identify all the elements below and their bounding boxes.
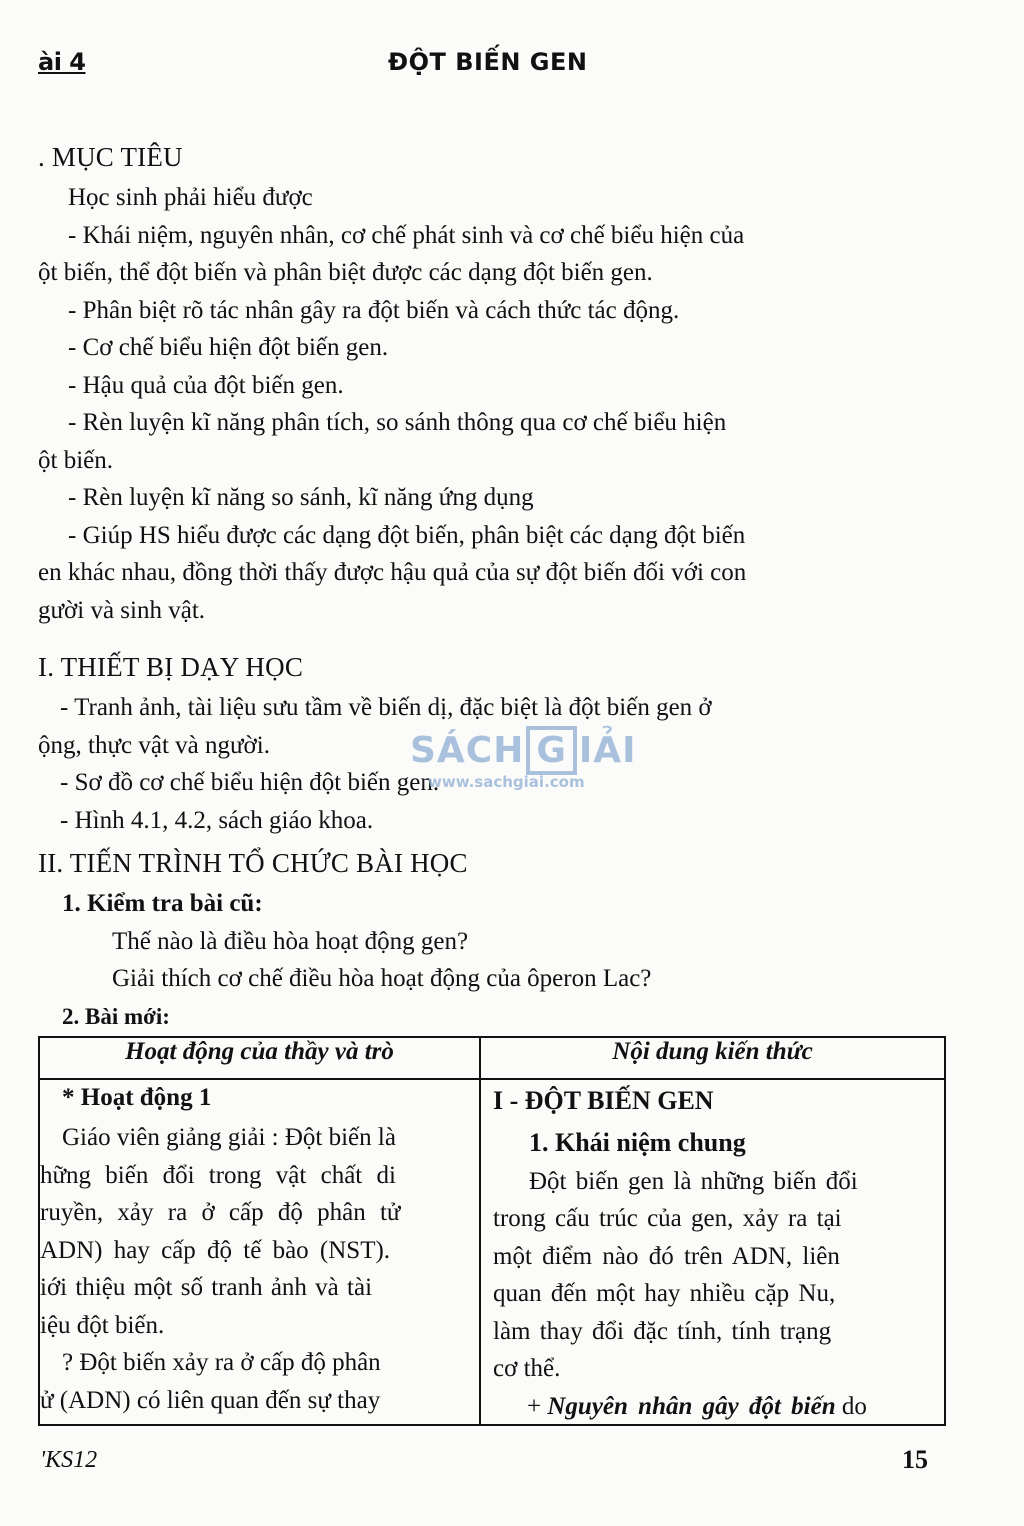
section-heading-objectives: . MỤC TIÊU [38,142,183,172]
subheading-old-lesson-check: 1. Kiểm tra bài cũ: [62,890,263,917]
content-line: trong cấu trúc của gen, xảy ra tại [493,1205,842,1232]
activity-line: ruyền, xảy ra ở cấp độ phân tử [40,1199,401,1226]
activity-line: iới thiệu một số tranh ảnh và tài [40,1274,373,1301]
content-line: cơ thể. [493,1355,561,1382]
activity-line: Giáo viên giảng giải : Đột biến là [62,1124,396,1151]
activity-line: iệu đột biến. [40,1312,165,1339]
subheading-new-lesson: 2. Bài mới: [62,1004,170,1029]
content-line: một điểm nào đó trên ADN, liên [493,1243,840,1270]
content-line-emphasis: Nguyên nhân gây đột biến [547,1393,836,1420]
activity-line: ử (ADN) có liên quan đến sự thay [40,1387,381,1414]
equipment-line: - Tranh ảnh, tài liệu sưu tầm về biến dị, đặc biệt là đột biến gen ở [60,694,712,721]
objectives-line: ột biến. [38,447,113,474]
page-number: 15 [902,1445,928,1474]
equipment-line: - Sơ đồ cơ chế biểu hiện đột biến gen. [60,769,440,796]
lesson-number: ài 4 [38,48,86,76]
objectives-line: en khác nhau, đồng thời thấy được hậu quả của sự đột biến đối với con [38,559,747,586]
content-title: I - ĐỘT BIẾN GEN [493,1086,714,1115]
content-line-suffix: do [835,1393,867,1420]
content-line-prefix: + [527,1393,548,1420]
equipment-line: - Hình 4.1, 4.2, sách giáo khoa. [60,807,374,834]
objectives-line: ột biến, thể đột biến và phân biệt được các dạng đột biến gen. [38,259,653,286]
activity-cell [39,1079,480,1425]
table-row [39,1079,945,1425]
objectives-line: - Rèn luyện kĩ năng phân tích, so sánh thông qua cơ chế biểu hiện [68,409,727,436]
content-line: làm thay đổi đặc tính, tính trạng [493,1318,832,1345]
watermark-text-right: IẢI [578,730,637,771]
objectives-line: - Phân biệt rõ tác nhân gây ra đột biến và cách thức tác động. [68,297,680,324]
content-subtitle: 1. Khái niệm chung [529,1128,746,1157]
table-header-row [39,1037,945,1079]
content-line-cause [527,1393,867,1421]
watermark-logo-box: G [526,726,577,775]
content-line: Đột biến gen là những biến đổi [529,1168,858,1195]
footer-code: 'KS12 [40,1447,98,1473]
activity-line: ? Đột biến xảy ra ở cấp độ phân [62,1349,381,1376]
question-line: Thế nào là điều hòa hoạt động gen? [112,928,469,955]
content-cell [480,1079,945,1425]
objectives-line: - Giúp HS hiểu được các dạng đột biến, phân biệt các dạng đột biến [68,522,746,549]
table-header-activities: Hoạt động của thầy và trò [39,1037,480,1079]
activity-line: ADN) hay cấp độ tế bào (NST). [40,1237,391,1264]
objectives-line: - Cơ chế biểu hiện đột biến gen. [68,334,389,361]
lesson-table [38,1036,946,1426]
content-line: quan đến một hay nhiều cặp Nu, [493,1280,836,1307]
objectives-line: - Khái niệm, nguyên nhân, cơ chế phát sinh và cơ chế biểu hiện của [68,222,745,249]
question-line: Giải thích cơ chế điều hòa hoạt động của ôperon Lac? [112,965,652,992]
objectives-line: - Rèn luyện kĩ năng so sánh, kĩ năng ứng dụng [68,484,534,511]
activity-line: hững biến đổi trong vật chất di [40,1162,396,1189]
table-header-content: Nội dung kiến thức [480,1037,945,1079]
objectives-line: Học sinh phải hiểu được [68,184,313,211]
section-heading-process: II. TIẾN TRÌNH TỔ CHỨC BÀI HỌC [38,848,468,878]
page-title: ĐỘT BIẾN GEN [388,48,588,76]
section-heading-equipment: I. THIẾT BỊ DẠY HỌC [38,652,304,682]
watermark [410,726,637,791]
objectives-line: - Hậu quả của đột biến gen. [68,372,344,399]
activity-title: * Hoạt động 1 [62,1084,212,1111]
watermark-text-left: SÁCH [410,730,525,771]
equipment-line: ộng, thực vật và người. [38,732,270,759]
watermark-url: www.sachgiai.com [428,773,585,791]
objectives-line: gười và sinh vật. [38,597,206,624]
